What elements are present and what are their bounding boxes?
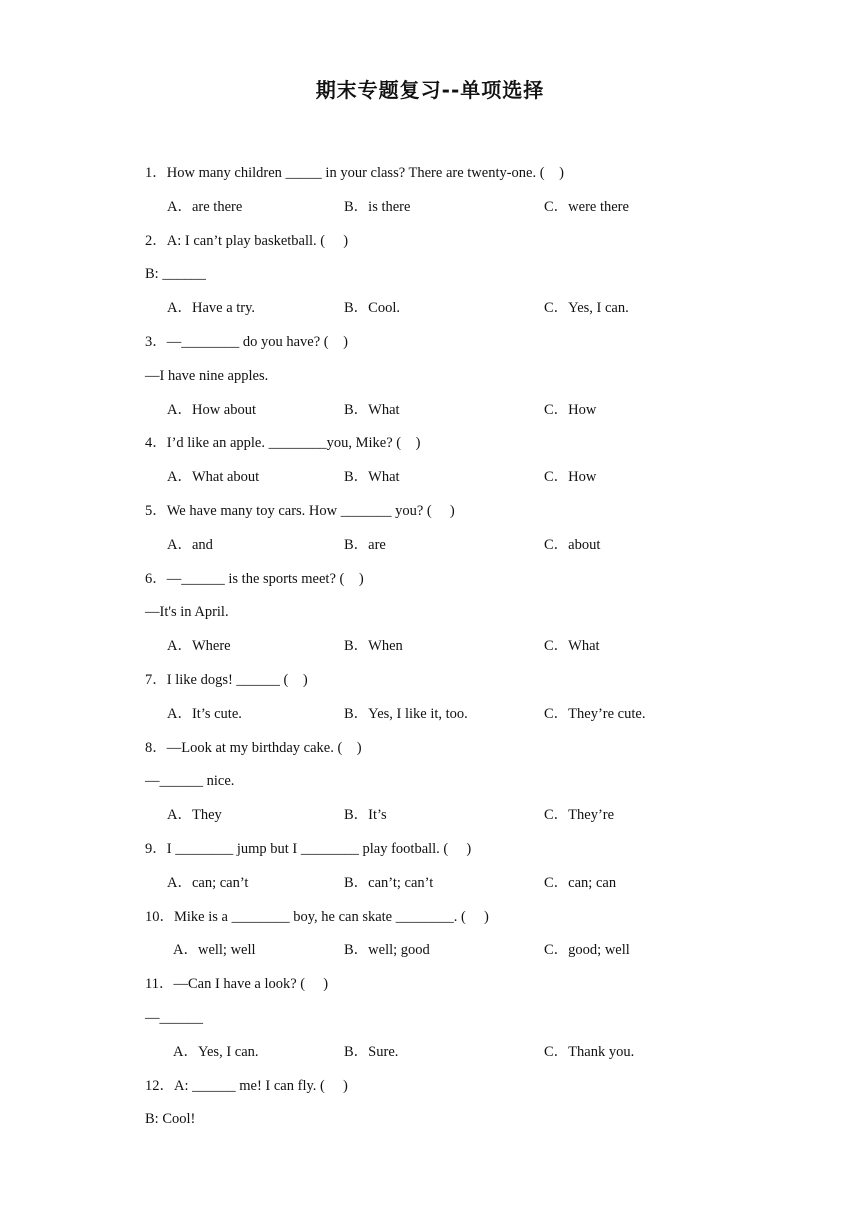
question-stem: 6．—______ is the sports meet? ( ): [145, 570, 364, 587]
option-c: C．can; can: [544, 874, 617, 891]
options-row: [0, 802, 860, 836]
options-row: [0, 194, 860, 228]
option-b: B．Yes, I like it, too.: [344, 705, 468, 722]
page-title: 期末专题复习--单项选择: [315, 78, 545, 102]
question-stem: 7．I like dogs! ______ ( ): [145, 671, 308, 688]
options-row: [0, 532, 860, 566]
option-a: A．and: [167, 536, 213, 553]
option-b: B．is there: [344, 198, 411, 215]
option-c: C．They’re cute.: [544, 705, 646, 722]
question-stem: 5．We have many toy cars. How _______ you? ( ): [145, 502, 455, 519]
option-b: B．well; good: [344, 942, 430, 959]
option-b: B．What: [344, 469, 400, 486]
option-a: A．Have a try.: [167, 300, 256, 317]
options-row: [0, 397, 860, 431]
option-a: A．How about: [167, 401, 257, 418]
option-b: B．It’s: [344, 807, 387, 824]
option-a: A．are there: [167, 198, 243, 215]
question-stem: 11．—Can I have a look? ( ): [145, 976, 329, 993]
question-response: —______: [145, 1009, 203, 1026]
question-stem: 3．—________ do you have? ( ): [145, 333, 348, 350]
option-a: A．What about: [167, 469, 260, 486]
option-c: C．How: [544, 401, 597, 418]
options-row: [0, 870, 860, 904]
question-stem: 2．A: I can’t play basketball. ( ): [145, 232, 349, 249]
option-c: C．Thank you.: [544, 1043, 635, 1060]
option-b: B．When: [344, 638, 403, 655]
options-row: [0, 464, 860, 498]
question-stem: 12．A: ______ me! I can fly. ( ): [145, 1077, 348, 1094]
question-response: —I have nine apples.: [145, 367, 269, 384]
option-c: C．Yes, I can.: [544, 300, 629, 317]
options-row: [0, 1039, 860, 1073]
question-stem: 9．I ________ jump but I ________ play football. ( ): [145, 840, 472, 857]
option-a: A．Where: [167, 638, 231, 655]
question-response: —______ nice.: [145, 773, 235, 790]
option-c: C．about: [544, 536, 601, 553]
question-response: B: Cool!: [145, 1111, 196, 1128]
option-a: A．well; well: [173, 942, 256, 959]
option-b: B．What: [344, 401, 400, 418]
option-b: B．Cool.: [344, 300, 400, 317]
option-a: A．can; can’t: [167, 874, 249, 891]
question-response: —It's in April.: [145, 604, 229, 621]
option-a: A．Yes, I can.: [173, 1043, 259, 1060]
question-list: [0, 160, 860, 1140]
option-c: C．good; well: [544, 942, 630, 959]
option-a: A．It’s cute.: [167, 705, 242, 722]
option-b: B．can’t; can’t: [344, 874, 434, 891]
option-c: C．How: [544, 469, 597, 486]
options-row: [0, 295, 860, 329]
option-c: C．They’re: [544, 807, 615, 824]
question-stem: 10．Mike is a ________ boy, he can skate ________. ( ): [145, 908, 489, 925]
option-b: B．Sure.: [344, 1043, 399, 1060]
option-c: C．What: [544, 638, 600, 655]
question-stem: 4．I’d like an apple. ________you, Mike? ( ): [145, 435, 421, 452]
option-b: B．are: [344, 536, 386, 553]
question-stem: 1．How many children _____ in your class? There are twenty-one. ( ): [145, 165, 564, 181]
option-c: C．were there: [544, 198, 629, 215]
question-stem: 8．—Look at my birthday cake. ( ): [145, 739, 362, 756]
question-response: B: ______: [145, 266, 206, 283]
option-a: A．They: [167, 807, 222, 824]
options-row: [0, 937, 860, 971]
options-row: [0, 633, 860, 667]
options-row: [0, 701, 860, 735]
